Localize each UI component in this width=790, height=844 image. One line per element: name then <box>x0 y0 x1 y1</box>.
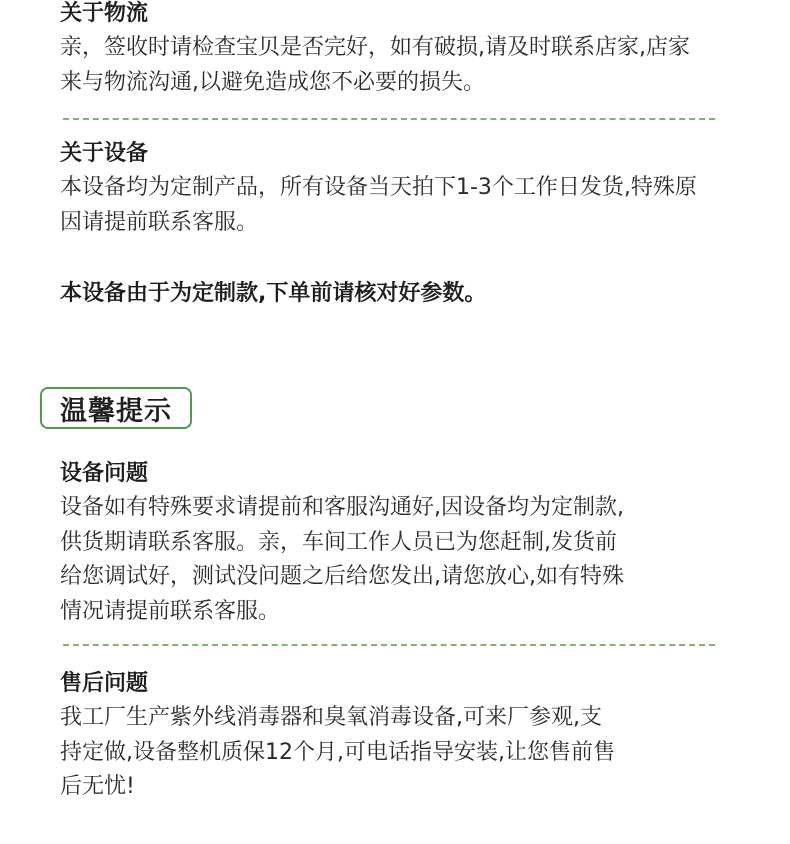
dashed-divider <box>63 644 715 646</box>
equipment-section <box>60 137 750 240</box>
after-sales-heading: 售后问题 <box>60 671 149 696</box>
equipment-heading: 关于设备 <box>60 141 149 166</box>
logistics-section <box>60 0 750 100</box>
equipment-note-section <box>60 277 750 311</box>
after-sales-section <box>60 667 750 805</box>
equipment-note: 本设备由于为定制款,下单前请核对好参数。 <box>60 281 487 306</box>
device-issues-text: 设备如有特殊要求请提前和客服沟通好,因设备均为定制款, 供货期请联系客服。亲，车间工作人员已为您赶制,发货前 给您调试好，测试没问题之后给您发出,请您放心,如有特殊 情况请提前联系客服。 <box>60 495 624 624</box>
device-issues-section <box>60 457 750 629</box>
logistics-text: 亲，签收时请检查宝贝是否完好，如有破损,请及时联系店家,店家 来与物流沟通,以避免造成您不必要的损失。 <box>60 35 690 95</box>
warm-tips-badge <box>40 387 192 429</box>
dashed-divider <box>63 118 715 120</box>
logistics-heading: 关于物流 <box>60 1 149 26</box>
warm-tips-label: 温馨提示 <box>60 395 172 427</box>
device-issues-heading: 设备问题 <box>60 461 149 486</box>
equipment-text: 本设备均为定制产品，所有设备当天拍下1-3个工作日发货,特殊原 因请提前联系客服。 <box>60 175 697 235</box>
after-sales-text: 我工厂生产紫外线消毒器和臭氧消毒设备,可来厂参观,支 持定做,设备整机质保12个月,可电话指导安装,让您售前售 后无忧! <box>60 705 615 799</box>
